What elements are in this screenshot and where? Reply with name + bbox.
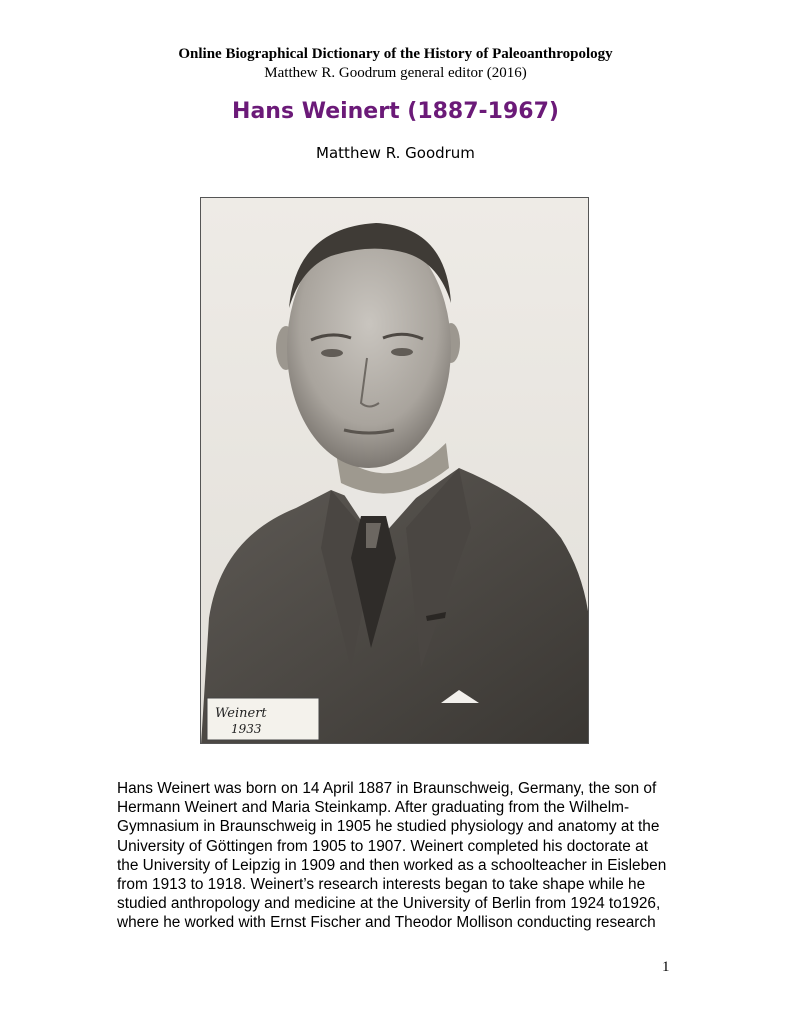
portrait-photo: [200, 197, 589, 744]
dictionary-title: Online Biographical Dictionary of the History of Paleoanthropology: [178, 46, 613, 62]
paragraph-line: University of Göttingen from 1905 to 1907. Weinert completed his doctorate at: [117, 837, 648, 855]
general-editor-line: Matthew R. Goodrum general editor (2016): [264, 65, 527, 81]
page-number: 1: [662, 959, 670, 975]
photo-label-year: 1933: [231, 722, 262, 736]
paragraph-line: the University of Leipzig in 1909 and then worked as a schoolteacher in Eisleben: [117, 856, 667, 874]
paragraph-line: Hans Weinert was born on 14 April 1887 in Braunschweig, Germany, the son of: [117, 780, 657, 797]
paragraph-line: studied anthropology and medicine at the University of Berlin from 1924 to1926,: [117, 895, 661, 913]
article-author: Matthew R. Goodrum: [316, 144, 475, 162]
paragraph-line: Hermann Weinert and Maria Steinkamp. After graduating from the Wilhelm-: [117, 799, 630, 817]
paragraph-line: Gymnasium in Braunschweig in 1905 he studied physiology and anatomy at the: [117, 818, 660, 836]
photo-label-text: Weinert: [215, 706, 267, 721]
paragraph-line: from 1913 to 1918. Weinert’s research interests began to take shape while he: [117, 876, 646, 894]
biography-paragraph: [117, 779, 677, 933]
article-title: Hans Weinert (1887-1967): [232, 99, 559, 124]
paragraph-line: where he worked with Ernst Fischer and Theodor Mollison conducting research: [117, 914, 656, 932]
